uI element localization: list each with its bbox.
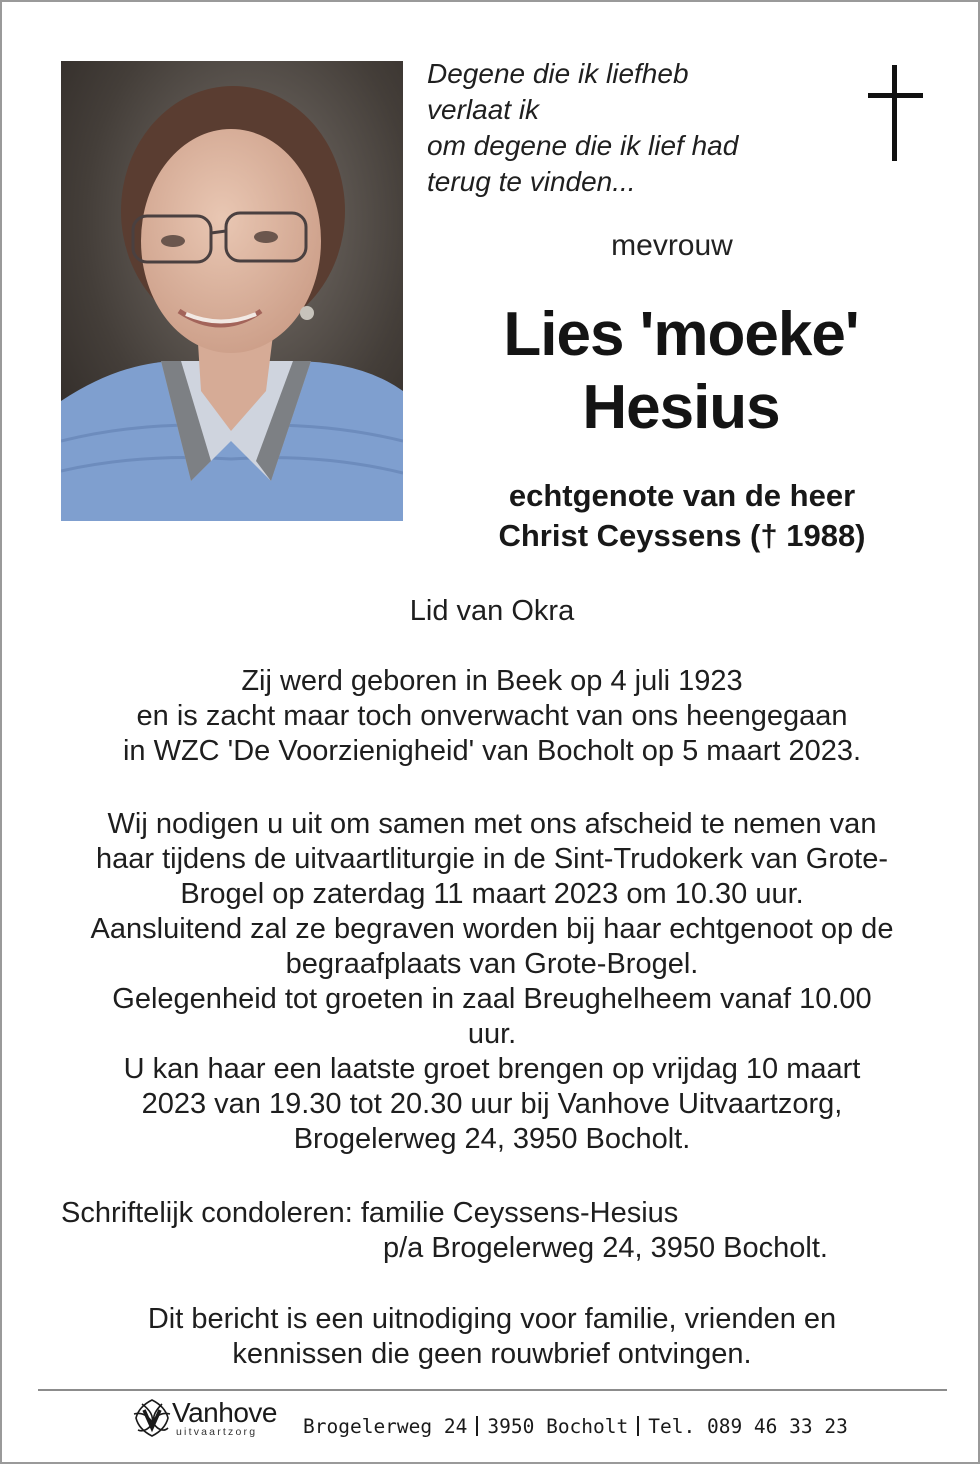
paragraph-line: Brogelerweg 24, 3950 Bocholt. [293, 1123, 691, 1155]
portrait-photo [61, 61, 403, 521]
footer-address: Brogelerweg 24 [303, 1415, 468, 1438]
footer-divider [38, 1389, 947, 1391]
paragraph-line: en is zacht maar toch onverwacht van ons heengegaan [136, 700, 848, 732]
poem-line: Degene die ik liefheb [427, 58, 689, 89]
spouse-line2: Christ Ceyssens († 1988) [498, 518, 866, 553]
condolences-line1: Schriftelijk condoleren: familie Ceyssens-Hesius [61, 1197, 679, 1229]
paragraph-line: Zij werd geboren in Beek op 4 juli 1923 [241, 665, 743, 697]
paragraph-line: Gelegenheid tot groeten in zaal Breughelheem vanaf 10.00 [112, 983, 872, 1015]
footer-phone: Tel. 089 46 33 23 [648, 1415, 848, 1438]
separator [637, 1416, 639, 1436]
condolences [61, 1196, 828, 1266]
paragraph-line: in WZC 'De Voorzienigheid' van Bocholt op 5 maart 2023. [122, 735, 862, 767]
membership: Lid van Okra [409, 595, 575, 627]
cross-icon [868, 65, 923, 161]
poem-line: verlaat ik [427, 94, 540, 125]
logo-name: Vanhove [172, 1397, 277, 1428]
logo-subtitle: uitvaartzorg [176, 1426, 258, 1438]
spouse-line1: echtgenote van de heer [508, 478, 856, 513]
paragraph-line: kennissen die geen rouwbrief ontvingen. [232, 1338, 752, 1370]
paragraph-line: Wij nodigen u uit om samen met ons afscheid te nemen van [107, 808, 877, 840]
deceased-name-line2: Hesius [582, 373, 780, 442]
poem-line: om degene die ik lief had [427, 130, 739, 161]
footer-city: 3950 Bocholt [487, 1415, 629, 1438]
birth-death-paragraph [42, 664, 942, 769]
poem [427, 56, 847, 200]
separator [476, 1416, 478, 1436]
footer-contact [303, 1413, 848, 1441]
paragraph-line: haar tijdens de uitvaartliturgie in de Sint-Trudokerk van Grote- [96, 843, 888, 875]
portrait-illustration [61, 61, 403, 521]
funeral-home-logo [130, 1396, 290, 1442]
paragraph-line: 2023 van 19.30 tot 20.30 uur bij Vanhove Uitvaartzorg, [141, 1088, 843, 1120]
deceased-name-line1: Lies 'moeke' [503, 300, 859, 369]
paragraph-line: Dit bericht is een uitnodiging voor familie, vrienden en [147, 1303, 837, 1335]
invitation-paragraph [42, 807, 942, 1157]
condolences-line2: p/a Brogelerweg 24, 3950 Bocholt. [383, 1232, 828, 1264]
poem-line: terug te vinden... [427, 166, 636, 197]
deceased-name [442, 298, 920, 444]
spouse-info [432, 476, 932, 556]
paragraph-line: Brogel op zaterdag 11 maart 2023 om 10.30 uur. [180, 878, 804, 910]
notice-paragraph [42, 1302, 942, 1372]
paragraph-line: U kan haar een laatste groet brengen op vrijdag 10 maart [123, 1053, 861, 1085]
paragraph-line: uur. [467, 1018, 517, 1050]
paragraph-line: begraafplaats van Grote-Brogel. [285, 948, 699, 980]
vanhove-logo-icon [130, 1396, 174, 1440]
paragraph-line: Aansluitend zal ze begraven worden bij haar echtgenoot op de [90, 913, 894, 945]
deceased-prefix: mevrouw [611, 229, 733, 262]
